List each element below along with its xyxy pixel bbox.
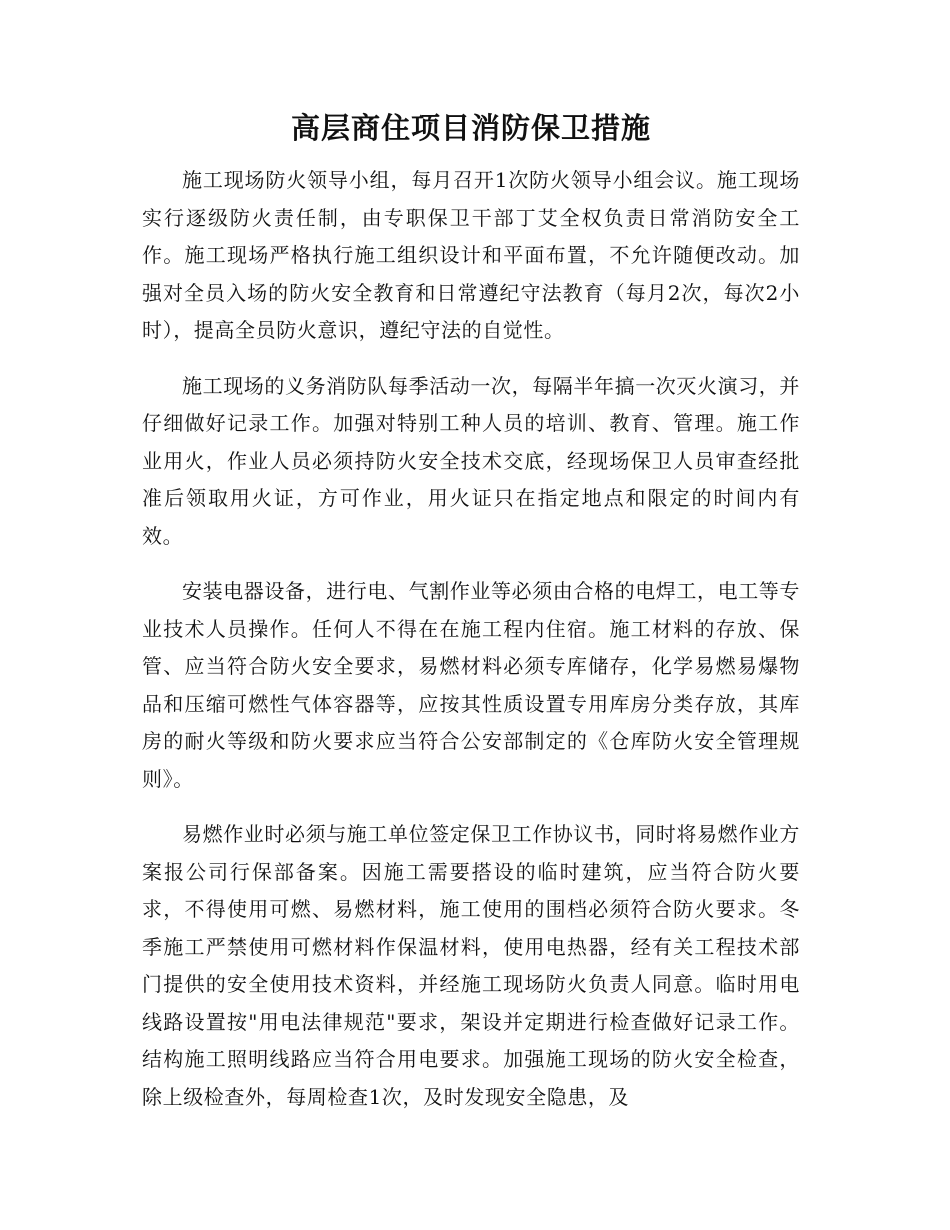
document-title: 高层商住项目消防保卫措施 [290, 111, 651, 145]
paragraph-fire-leadership: 施工现场防火领导小组，每月召开1次防火领导小组会议。施工现场实行逐级防火责任制，由专职保卫干部丁艾全权负责日常消防安全工作。施工现场严格执行施工组织设计和平面布置，不允许随便改动。加强对全员入场的防火安全教育和日常遵纪守法教育（每月2次，每次2小时），提高全员防火意识，遵纪守法的自觉性。 [142, 168, 800, 342]
paragraph-flammable-work: 易燃作业时必须与施工单位签定保卫工作协议书，同时将易燃作业方案报公司行保部备案。因施工需要搭设的临时建筑，应当符合防火要求，不得使用可燃、易燃材料，施工使用的围档必须符合防火要求。冬季施工严禁使用可燃材料作保温材料，使用电热器，经有关工程技术部门提供的安全使用技术资料，并经施工现场防火负责人同意。临时用电线路设置按"用电法律规范"要求，架设并定期进行检查做好记录工作。结构施工照明线路应当符合用电要求。加强施工现场的防火安全检查，除上级检查外，每周检查1次，及时发现安全隐患，及 [142, 822, 800, 1109]
paragraph-electrical-materials: 安装电器设备，进行电、气割作业等必须由合格的电焊工，电工等专业技术人员操作。任何人不得在在施工程内住宿。施工材料的存放、保管、应当符合防火安全要求，易燃材料必须专库储存，化学易燃易爆物品和压缩可燃性气体容器等，应按其性质设置专用库房分类存放，其库房的耐火等级和防火要求应当符合公安部制定的《仓库防火安全管理规则》。 [142, 579, 800, 791]
paragraph-fire-brigade: 施工现场的义务消防队每季活动一次，每隔半年搞一次灭火演习，并仔细做好记录工作。加强对特别工种人员的培训、教育、管理。施工作业用火，作业人员必须持防火安全技术交底，经现场保卫人员审查经批准后领取用火证，方可作业，用火证只在指定地点和限定的时间内有效。 [142, 373, 800, 548]
